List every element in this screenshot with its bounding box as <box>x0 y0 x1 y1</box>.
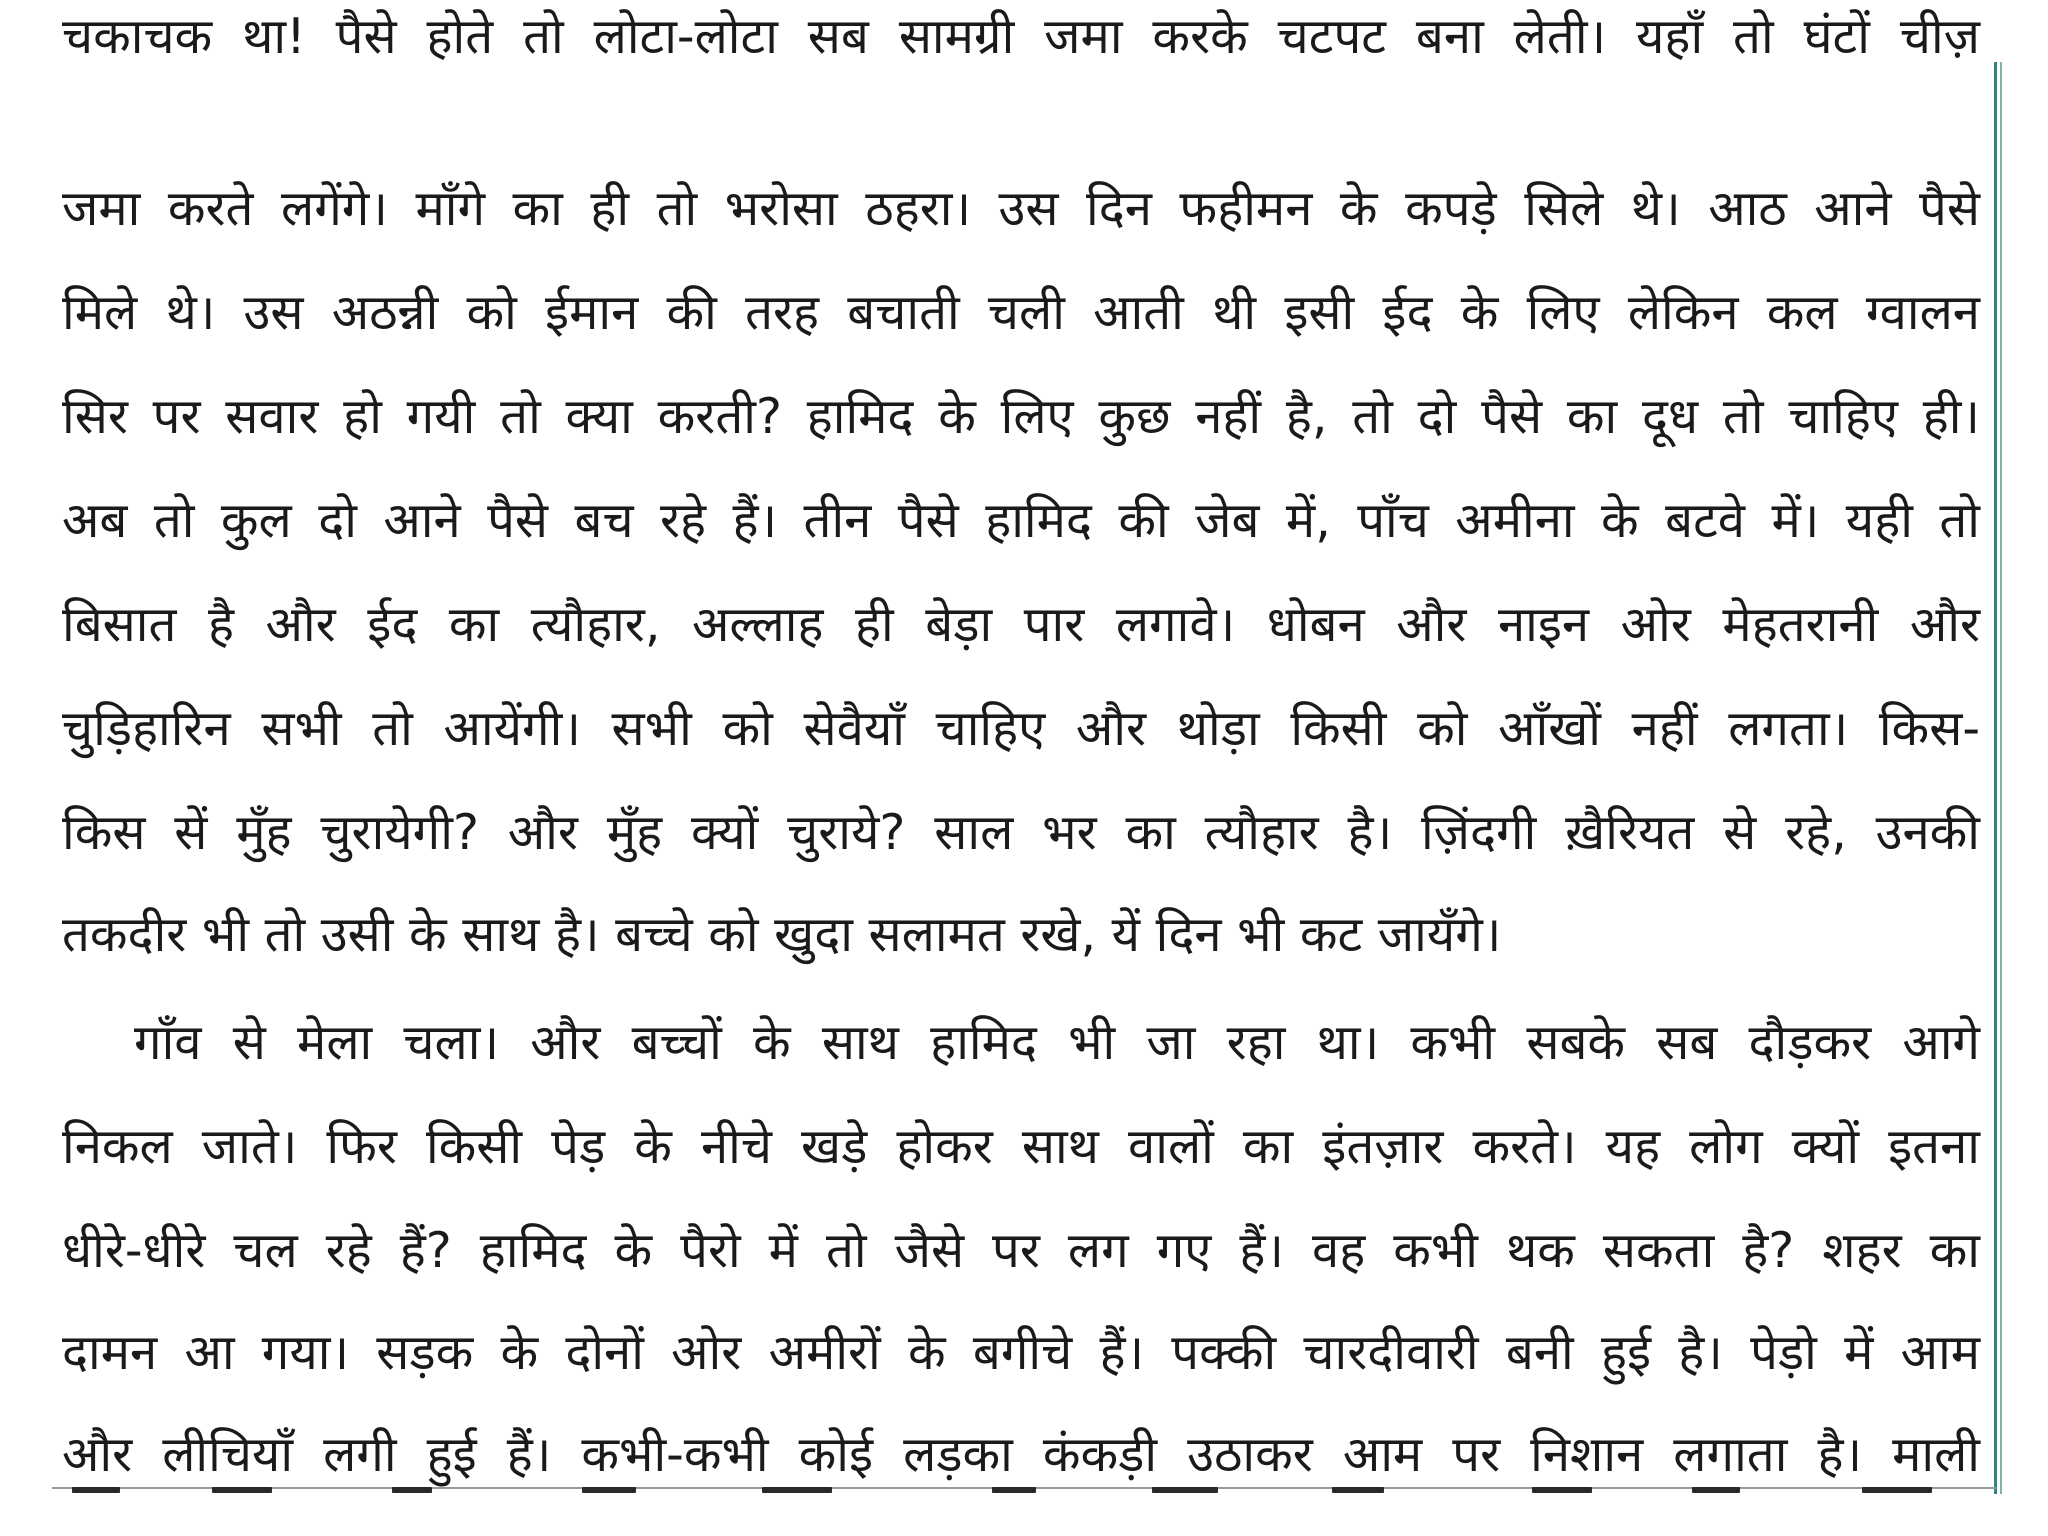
page-right-edge-rule <box>1994 62 1997 1494</box>
text-line-cropped-top: चकाचक था! पैसे होते तो लोटा-लोटा सब सामग्री जमा करके चटपट बना लेती। यहाँ तो घंटों चीज़ <box>62 8 1980 65</box>
cropped-next-line-fragments <box>62 1489 1980 1509</box>
text-line: धीरे-धीरे चल रहे हैं? हामिद के पैरो में तो जैसे पर लग गए हैं। वह कभी थक सकता है? शहर का <box>62 1222 1980 1279</box>
text-line: सिर पर सवार हो गयी तो क्या करती? हामिद के लिए कुछ नहीं है, तो दो पैसे का दूध तो चाहिए ही। <box>62 388 1980 445</box>
text-line: मिले थे। उस अठन्नी को ईमान की तरह बचाती चली आती थी इसी ईद के लिए लेकिन कल ग्वालन <box>62 284 1980 341</box>
text-line: चुड़िहारिन सभी तो आयेंगी। सभी को सेवैयाँ चाहिए और थोड़ा किसी को आँखों नहीं लगता। किस- <box>62 700 1980 757</box>
text-line: बिसात है और ईद का त्यौहार, अल्लाह ही बेड़ा पार लगावे। धोबन और नाइन ओर मेहतरानी और <box>62 596 1980 653</box>
page-right-edge-rule-inner <box>2000 62 2002 1494</box>
text-line-paragraph-end: तकदीर भी तो उसी के साथ है। बच्चे को खुदा सलामत रखे, यें दिन भी कट जायँगे। <box>62 906 1502 963</box>
text-line: दामन आ गया। सड़क के दोनों ओर अमीरों के बगीचे हैं। पक्की चारदीवारी बनी हुई है। पेड़ो में आम <box>62 1324 1980 1381</box>
story-text-body <box>62 8 1980 1486</box>
text-line: और लीचियाँ लगी हुई हैं। कभी-कभी कोई लड़का कंकड़ी उठाकर आम पर निशान लगाता है। माली <box>62 1426 1980 1483</box>
text-line: अब तो कुल दो आने पैसे बच रहे हैं। तीन पैसे हामिद की जेब में, पाँच अमीना के बटवे में। यही तो <box>62 492 1980 549</box>
text-line-paragraph-start: गाँव से मेला चला। और बच्चों के साथ हामिद भी जा रहा था। कभी सबके सब दौड़कर आगे <box>134 1014 1980 1071</box>
text-line: किस सें मुँह चुरायेगी? और मुँह क्यों चुराये? साल भर का त्यौहार है। ज़िंदगी ख़ैरियत से रहे, उनकी <box>62 804 1980 861</box>
text-line: जमा करते लगेंगे। माँगे का ही तो भरोसा ठहरा। उस दिन फहीमन के कपड़े सिले थे। आठ आने पैसे <box>62 180 1980 237</box>
text-line: निकल जाते। फिर किसी पेड़ के नीचे खड़े होकर साथ वालों का इंतज़ार करते। यह लोग क्यों इतना <box>62 1118 1980 1175</box>
